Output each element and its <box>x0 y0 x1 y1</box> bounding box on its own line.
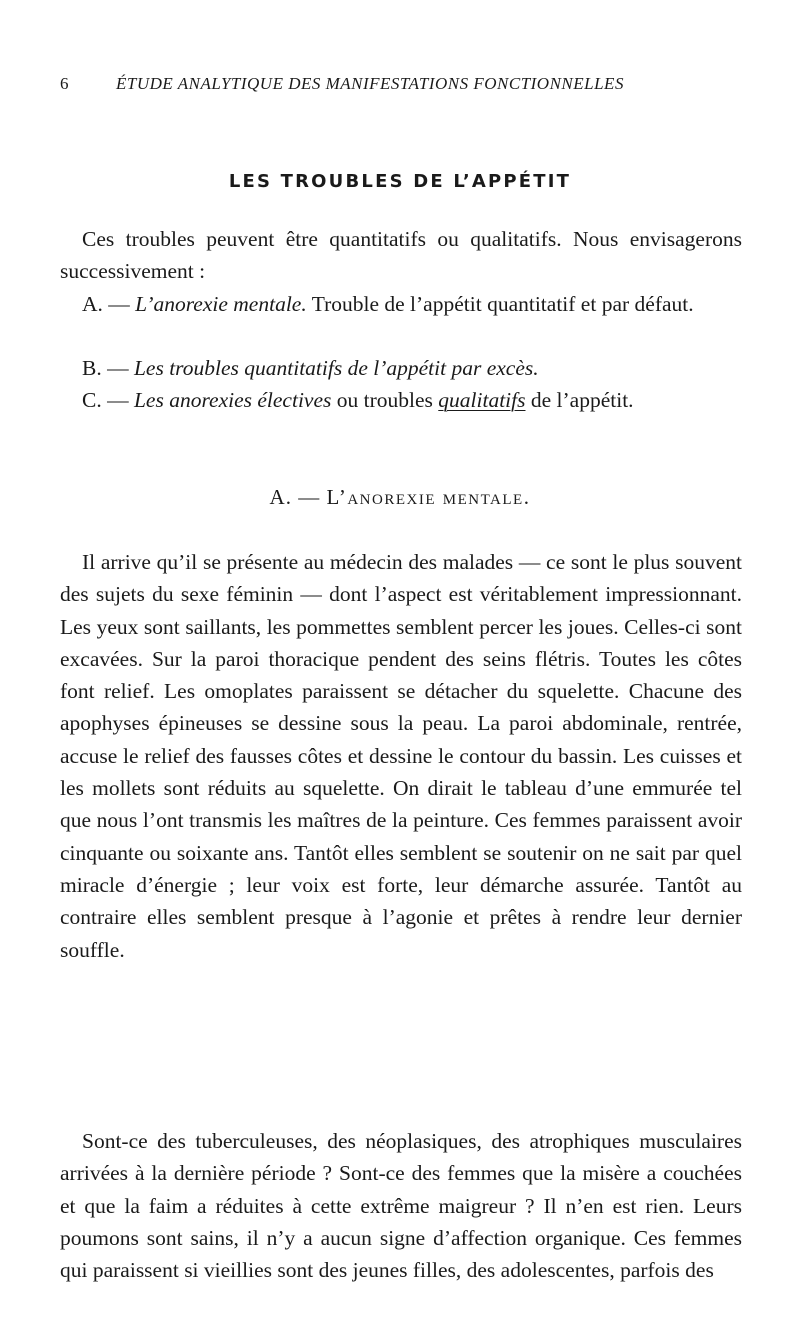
outline-item-b <box>60 352 742 384</box>
body-paragraph-2: Sont-ce des tuberculeuses, des néoplasiques, des atrophiques musculaires arrivées à la dernière période ? Sont-ce des femmes que la misère a couchées et que la faim a réduites à cette extrême maigreur ? Il n’en est rien. Leurs poumons sont sains, il n’y a aucun signe d’affection organique. Ces femmes qui paraissent si vieillies sont des jeunes filles, des adolescentes, parfois des <box>60 1129 742 1283</box>
section-title: LES TROUBLES DE L’APPÉTIT <box>228 171 572 192</box>
outline-item-a-title: L’anorexie mentale. <box>135 292 307 316</box>
outline-item-a-description: Trouble de l’appétit quantitatif et par défaut. <box>306 292 694 316</box>
outline-item-c <box>60 384 742 416</box>
intro-paragraph: Ces troubles peuvent être quantitatifs ou qualitatifs. Nous envisagerons successivement : <box>60 227 742 284</box>
outline-item-a <box>60 288 742 320</box>
subsection-heading-title: L’anorexie mentale. <box>326 485 531 509</box>
outline-item-c-underlined: qualitatifs <box>438 388 526 412</box>
outline-item-b-letter: B. — <box>82 356 134 380</box>
body-paragraph-1: Il arrive qu’il se présente au médecin des malades — ce sont le plus souvent des sujets du sexe féminin — dont l’aspect est véritablement impressionnant. Les yeux sont saillants, les pommettes semblent percer les joues. Celles-ci sont excavées. Sur la paroi thoracique pendent des seins flétris. Toutes les côtes font relief. Les omoplates paraissent se détacher du squelette. Chacune des apophyses épineuses se dessine sous la peau. La paroi abdominale, rentrée, accuse le relief des fausses côtes et dessine le contour du bassin. Les cuisses et les mollets sont réduits au squelette. On dirait le tableau d’une emmurée tel que nous l’ont transmis les maîtres de la peinture. Ces femmes paraissent avoir cinquante ou soixante ans. Tantôt elles semblent se soutenir on ne sait par quel miracle d’énergie ; leur voix est forte, leur démarche assurée. Tantôt au contraire elles semblent presque à l’agonie et prêtes à rendre leur dernier souffle. <box>60 550 742 962</box>
running-title: ÉTUDE ANALYTIQUE DES MANIFESTATIONS FONCTIONNELLES <box>116 74 624 93</box>
outline-item-c-rest: de l’appétit. <box>525 388 634 412</box>
outline-item-b-title: Les troubles quantitatifs de l’appétit par excès. <box>133 356 539 380</box>
outline-item-c-middle: ou troubles <box>331 388 439 412</box>
subsection-heading-prefix: A. — <box>269 485 327 509</box>
page-number: 6 <box>60 74 69 93</box>
outline-item-c-title: Les anorexies électives <box>133 388 332 412</box>
outline-item-a-letter: A. — <box>82 292 136 316</box>
outline-item-c-letter: C. — <box>82 388 134 412</box>
subsection-heading <box>0 485 800 510</box>
